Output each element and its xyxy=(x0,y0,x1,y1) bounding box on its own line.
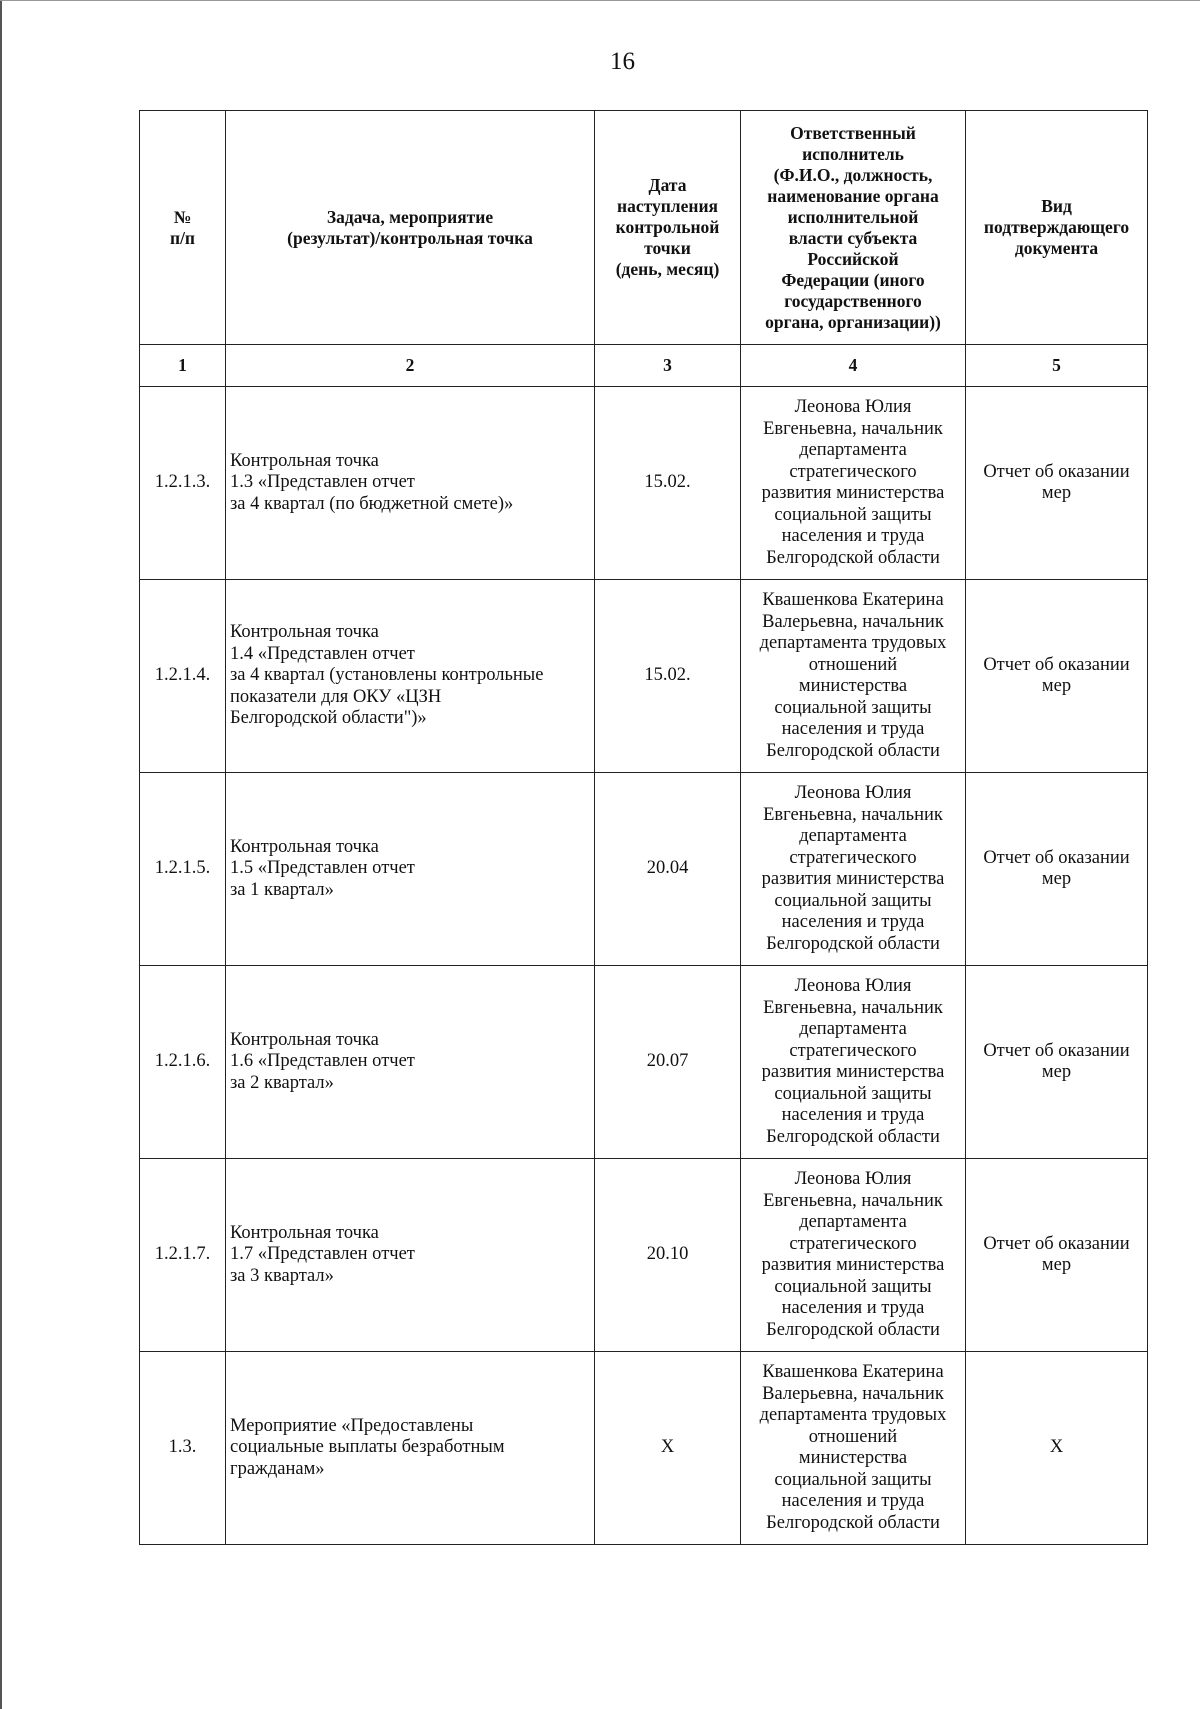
header-task: Задача, мероприятие (результат)/контрольная точка xyxy=(226,111,595,345)
row-date: 15.02. xyxy=(595,580,741,773)
page-edge-top xyxy=(0,0,1200,1)
row-date: 20.04 xyxy=(595,773,741,966)
row-task: Контрольная точка 1.4 «Представлен отчет за 4 квартал (установлены контрольные показатели для ОКУ «ЦЗН Белгородской области")» xyxy=(226,580,595,773)
row-date: 15.02. xyxy=(595,387,741,580)
row-document: Х xyxy=(966,1352,1148,1545)
header-document: Вид подтверждающего документа xyxy=(966,111,1148,345)
row-task: Мероприятие «Предоставлены социальные выплаты безработным гражданам» xyxy=(226,1352,595,1545)
row-number: 1.2.1.5. xyxy=(140,773,226,966)
column-number: 5 xyxy=(966,345,1148,387)
table-row xyxy=(140,1159,1148,1352)
table-header-row xyxy=(140,111,1148,345)
table-row xyxy=(140,1352,1148,1545)
column-number-row xyxy=(140,345,1148,387)
header-responsible: Ответственный исполнитель (Ф.И.О., должность, наименование органа исполнительной власти субъекта Российской Федерации (иного государственного органа, организации)) xyxy=(741,111,966,345)
row-date: Х xyxy=(595,1352,741,1545)
row-date: 20.10 xyxy=(595,1159,741,1352)
row-document: Отчет об оказании мер xyxy=(966,580,1148,773)
row-task: Контрольная точка 1.5 «Представлен отчет за 1 квартал» xyxy=(226,773,595,966)
row-responsible: Квашенкова Екатерина Валерьевна, начальник департамента трудовых отношений министерства социальной защиты населения и труда Белгородской области xyxy=(741,1352,966,1545)
row-responsible: Квашенкова Екатерина Валерьевна, начальник департамента трудовых отношений министерства социальной защиты населения и труда Белгородской области xyxy=(741,580,966,773)
control-points-table xyxy=(139,110,1148,1545)
row-number: 1.2.1.4. xyxy=(140,580,226,773)
column-number: 2 xyxy=(226,345,595,387)
row-number: 1.2.1.3. xyxy=(140,387,226,580)
table-row xyxy=(140,773,1148,966)
table-row xyxy=(140,387,1148,580)
row-number: 1.3. xyxy=(140,1352,226,1545)
row-responsible: Леонова Юлия Евгеньевна, начальник департамента стратегического развития министерства социальной защиты населения и труда Белгородской области xyxy=(741,966,966,1159)
row-date: 20.07 xyxy=(595,966,741,1159)
row-responsible: Леонова Юлия Евгеньевна, начальник департамента стратегического развития министерства социальной защиты населения и труда Белгородской области xyxy=(741,387,966,580)
row-document: Отчет об оказании мер xyxy=(966,387,1148,580)
column-number: 4 xyxy=(741,345,966,387)
column-number: 3 xyxy=(595,345,741,387)
page-edge-left xyxy=(0,0,2,1709)
row-task: Контрольная точка 1.3 «Представлен отчет за 4 квартал (по бюджетной смете)» xyxy=(226,387,595,580)
row-responsible: Леонова Юлия Евгеньевна, начальник департамента стратегического развития министерства социальной защиты населения и труда Белгородской области xyxy=(741,773,966,966)
row-number: 1.2.1.7. xyxy=(140,1159,226,1352)
header-num: № п/п xyxy=(140,111,226,345)
row-task: Контрольная точка 1.7 «Представлен отчет за 3 квартал» xyxy=(226,1159,595,1352)
row-document: Отчет об оказании мер xyxy=(966,1159,1148,1352)
table-row xyxy=(140,966,1148,1159)
row-document: Отчет об оказании мер xyxy=(966,966,1148,1159)
row-document: Отчет об оказании мер xyxy=(966,773,1148,966)
row-number: 1.2.1.6. xyxy=(140,966,226,1159)
header-date: Дата наступления контрольной точки (день, месяц) xyxy=(595,111,741,345)
page-number: 16 xyxy=(610,48,635,75)
table-row xyxy=(140,580,1148,773)
row-responsible: Леонова Юлия Евгеньевна, начальник департамента стратегического развития министерства социальной защиты населения и труда Белгородской области xyxy=(741,1159,966,1352)
row-task: Контрольная точка 1.6 «Представлен отчет за 2 квартал» xyxy=(226,966,595,1159)
column-number: 1 xyxy=(140,345,226,387)
